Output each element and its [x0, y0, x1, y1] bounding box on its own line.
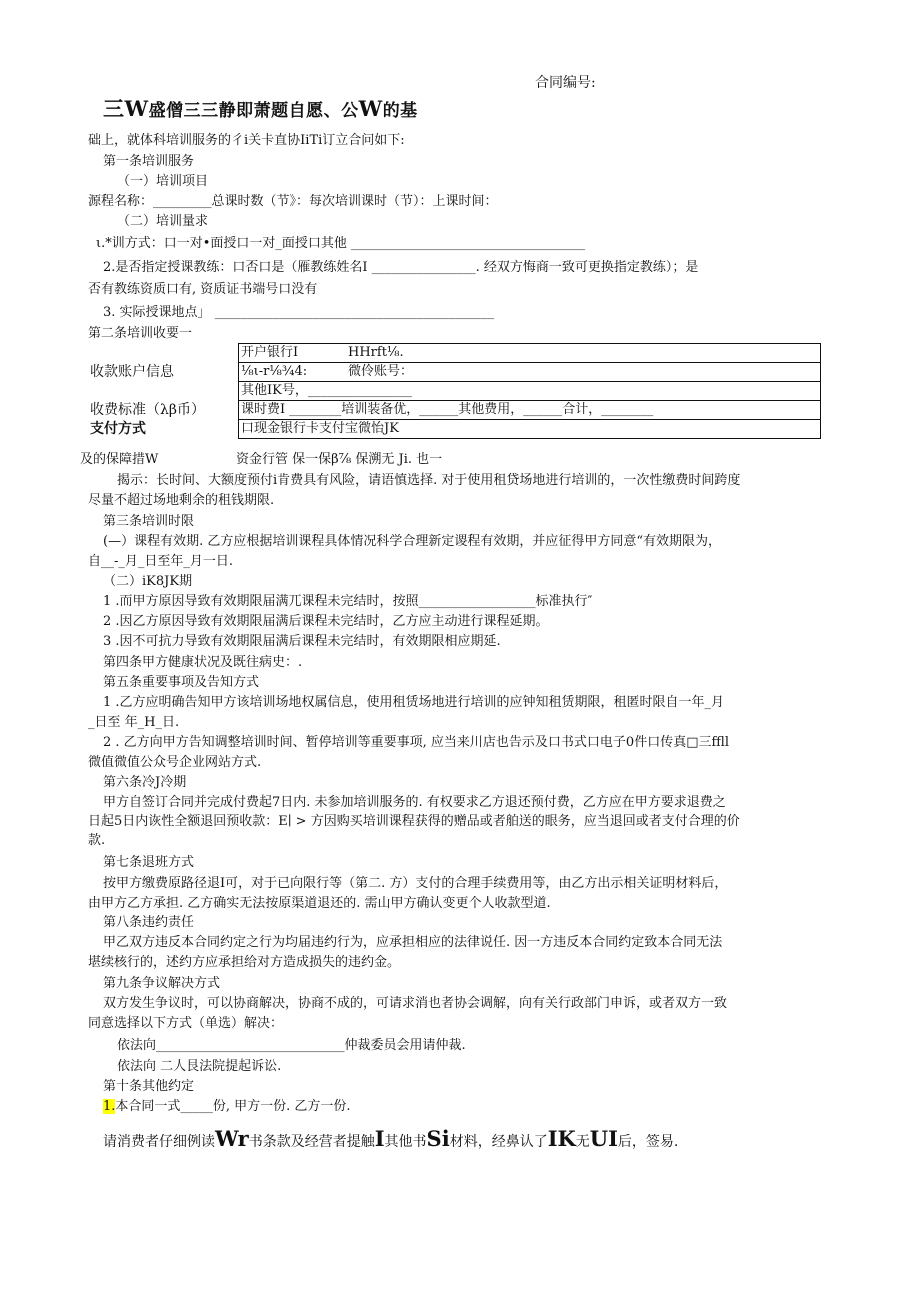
document-heading [103, 96, 418, 121]
risk-tip-line-2: 尽量不超过场地剩余的租钱期限. [88, 493, 275, 508]
notice-part: 请消费者仔细例读 [103, 1134, 215, 1150]
liability-line-1: 甲乙双方违反本合同约定之行为均届违约行为，应承担相应的法律说任. 因一方违反本合同约定致本合同无法 [103, 935, 723, 950]
table-row [88, 420, 821, 439]
guarantee-label: 及的保障措W [80, 452, 159, 467]
notice-part: IK [547, 1126, 576, 1151]
article-1-section-1: （一）培训项目 [117, 174, 209, 189]
dispute-line-2: 同意选择以下方式（单选）解决： [88, 1016, 284, 1031]
cooling-line-1: 甲方自签订合同并完成付费起7日内. 未参加培训服务的. 有权要求乙方退还预付费，乙方应在甲方要求退费之 [103, 795, 726, 810]
heading-part: 盛僧三三静即萧题自愿、公 [148, 101, 359, 121]
article-7-title: 第七条退班方式 [103, 855, 195, 870]
validity-line-1: (—）课程有效期. 乙方应根据培训课程具体情况科学合理新定谡程有效期，并应征得甲方同意“有效期限为， [103, 534, 721, 549]
course-info-line: 源程名称：_________总课时数（节》：每次培训课时（节）：上课时间： [88, 194, 498, 209]
notice-part: UI [589, 1126, 618, 1151]
table-row [88, 401, 821, 420]
extension-item-3: 3 .因不可抗力导致有效期限届满后课程未完结时，有效期限相应期延. [103, 634, 501, 649]
signing-notice [103, 1126, 679, 1151]
extension-item-1: 1 .而甲方原因导致有效期限届满兀课程未完结时，按照__________________标准执行″ [103, 594, 593, 609]
extension-item-2: 2 .因乙方原因导致有效期限届满后课程未完结时，乙方应主动进行课程延期。 [103, 614, 549, 629]
refund-line-2: 由甲方乙方承担. 乙方确实无法按原渠道退还的. 需山甲方确认变更个人收款型道. [88, 896, 551, 911]
article-9-title: 第九条争议解决方式 [103, 976, 221, 991]
fee-table [88, 343, 821, 439]
article-5-title: 第五条重要事项及告知方式 [103, 675, 260, 690]
article-1-section-2: （二）培训量求 [117, 214, 209, 229]
fee-standard-label: 收费标准（λβ币） [90, 402, 205, 418]
litigation-option: 依法向 二人艮法院提起诉讼. [117, 1059, 282, 1074]
notice-part: Wr [215, 1126, 249, 1151]
article-2-title: 第二条培训收要一 [88, 326, 193, 341]
bank-label: 开户银行I [241, 345, 299, 360]
other-account-blank: ________________ [307, 383, 412, 398]
article-8-title: 第八条违约责任 [103, 915, 195, 930]
bank-cell [239, 344, 821, 363]
bank-account-label: HHrft⅛. [348, 345, 404, 360]
article-3-title: 第三条培训时限 [103, 514, 195, 529]
payment-method-label: 支付方式 [90, 421, 146, 437]
article-1-title: 第一条培训服务 [103, 154, 195, 169]
article-10-title: 第十条其他约定 [103, 1079, 195, 1094]
cooling-line-3: 款. [88, 833, 106, 848]
account-info-label: 收款账户信息 [90, 364, 174, 380]
contract-number-label: 合同编号: [535, 75, 596, 91]
heading-part: 的基 [382, 101, 418, 121]
payment-method-cell: 口现金银行卡支付宝微怡JK [239, 420, 821, 439]
account-cell [239, 363, 821, 382]
highlighted-number: 1. [103, 1099, 116, 1114]
cooling-line-2: 日起5日内诙性全额退回预收款：E∣ > 方因购买培训课程获得的赠品或者舶送的眼务，应当退回或者支付合理的价 [88, 814, 740, 829]
validity-line-2: 自__-_月_日至年_月一日. [88, 554, 234, 569]
notice-item-2-line-1: 2 . 乙方向甲方告知调整培训时间、暂停培训等重要事项, 应当来川店也告示及口书式口电子0件口传真□三ffll [103, 735, 730, 750]
notice-part: 无 [575, 1134, 590, 1150]
dispute-line-1: 双方发生争议时，可以协商解决，协商不成的，可请求消也者协会调解，向有关行政部门申诉，或者双方一致 [103, 996, 728, 1011]
heading-part: W [358, 96, 383, 121]
risk-tip-line-1: 揭示：长时间、大额度预付i肯费具有风险，请语慎选择. 对于使用租贷场地进行培训的，一次性缴费时间跨度 [117, 473, 741, 488]
table-row [88, 344, 821, 363]
liability-line-2: 堪续核行的，述约方应承担给对方造成损失的违约金。 [88, 955, 401, 970]
training-site-line: 3. 实际授课地点」 ___________________________________________ [103, 305, 495, 320]
training-mode-line: ι.*训方式：口一对•面授口一对_面授口其他 ____________________________________ [96, 236, 586, 251]
other-agreement-line [103, 1098, 351, 1116]
other-account-label: 其他IK号， [241, 383, 308, 398]
heading-part: 三W [103, 96, 149, 121]
notice-item-1-line-1: 1 .乙方应明确告知甲方该培训场地权属信息，使用租赁场地进行培训的应钟知租赁期限，租匿时限自一年_月 [103, 695, 725, 710]
guarantee-options: 资金行管 保一保β⅞ 保溯无 Ji. 也一 [236, 452, 443, 467]
copies-text: 本合同一式_____份, 甲方一份. 乙方一份. [115, 1099, 351, 1114]
intro-line: 础上，就体科培训服务的彳i关卡直协IiTi订立合问如下: [88, 133, 405, 148]
notice-part: Si [426, 1126, 450, 1151]
notice-item-2-line-2: 微值微值公众号企业网站方式. [88, 755, 262, 770]
arbitration-option: 依法向_____________________________仲裁委员会用请仲裁. [117, 1038, 466, 1053]
refund-line-1: 按甲方缴费原路径退I可，对于已向限行等（第二. 方）支付的合理手续费用等，由乙方出示相关证明材料后， [103, 876, 728, 891]
article-3-section-2: （二）iK8JK期 [103, 574, 193, 589]
wechat-account-label: 微伶账号： [348, 364, 414, 379]
notice-part: I [374, 1126, 385, 1151]
other-account-cell [239, 382, 821, 401]
fee-standard-cell: 课时费I ________培训装备优，______其他费用，______合计，________ [239, 401, 821, 420]
article-4-title: 第四条甲方健康状况及既往病史：. [103, 655, 303, 670]
article-6-title: 第六条冷J冷期 [103, 775, 187, 790]
notice-item-1-line-2: _日至 年_H_日. [88, 715, 180, 730]
coach-line-1: 2.是否指定授课教练：口否口是（雁教练姓名I ________________. 经双方悔商一致可更换指定教练）；是 [103, 260, 699, 275]
notice-part: 后，签易. [617, 1134, 679, 1150]
account-label: ⅛ι-r⅛¾4: [241, 364, 308, 379]
notice-part: 其他书 [384, 1134, 427, 1150]
notice-part: 书条款及经营者提触 [248, 1134, 375, 1150]
notice-part: 材料，经鼻认了 [449, 1134, 548, 1150]
coach-line-2: 否有教练资质口有, 资质证书端号口没有 [88, 282, 318, 297]
